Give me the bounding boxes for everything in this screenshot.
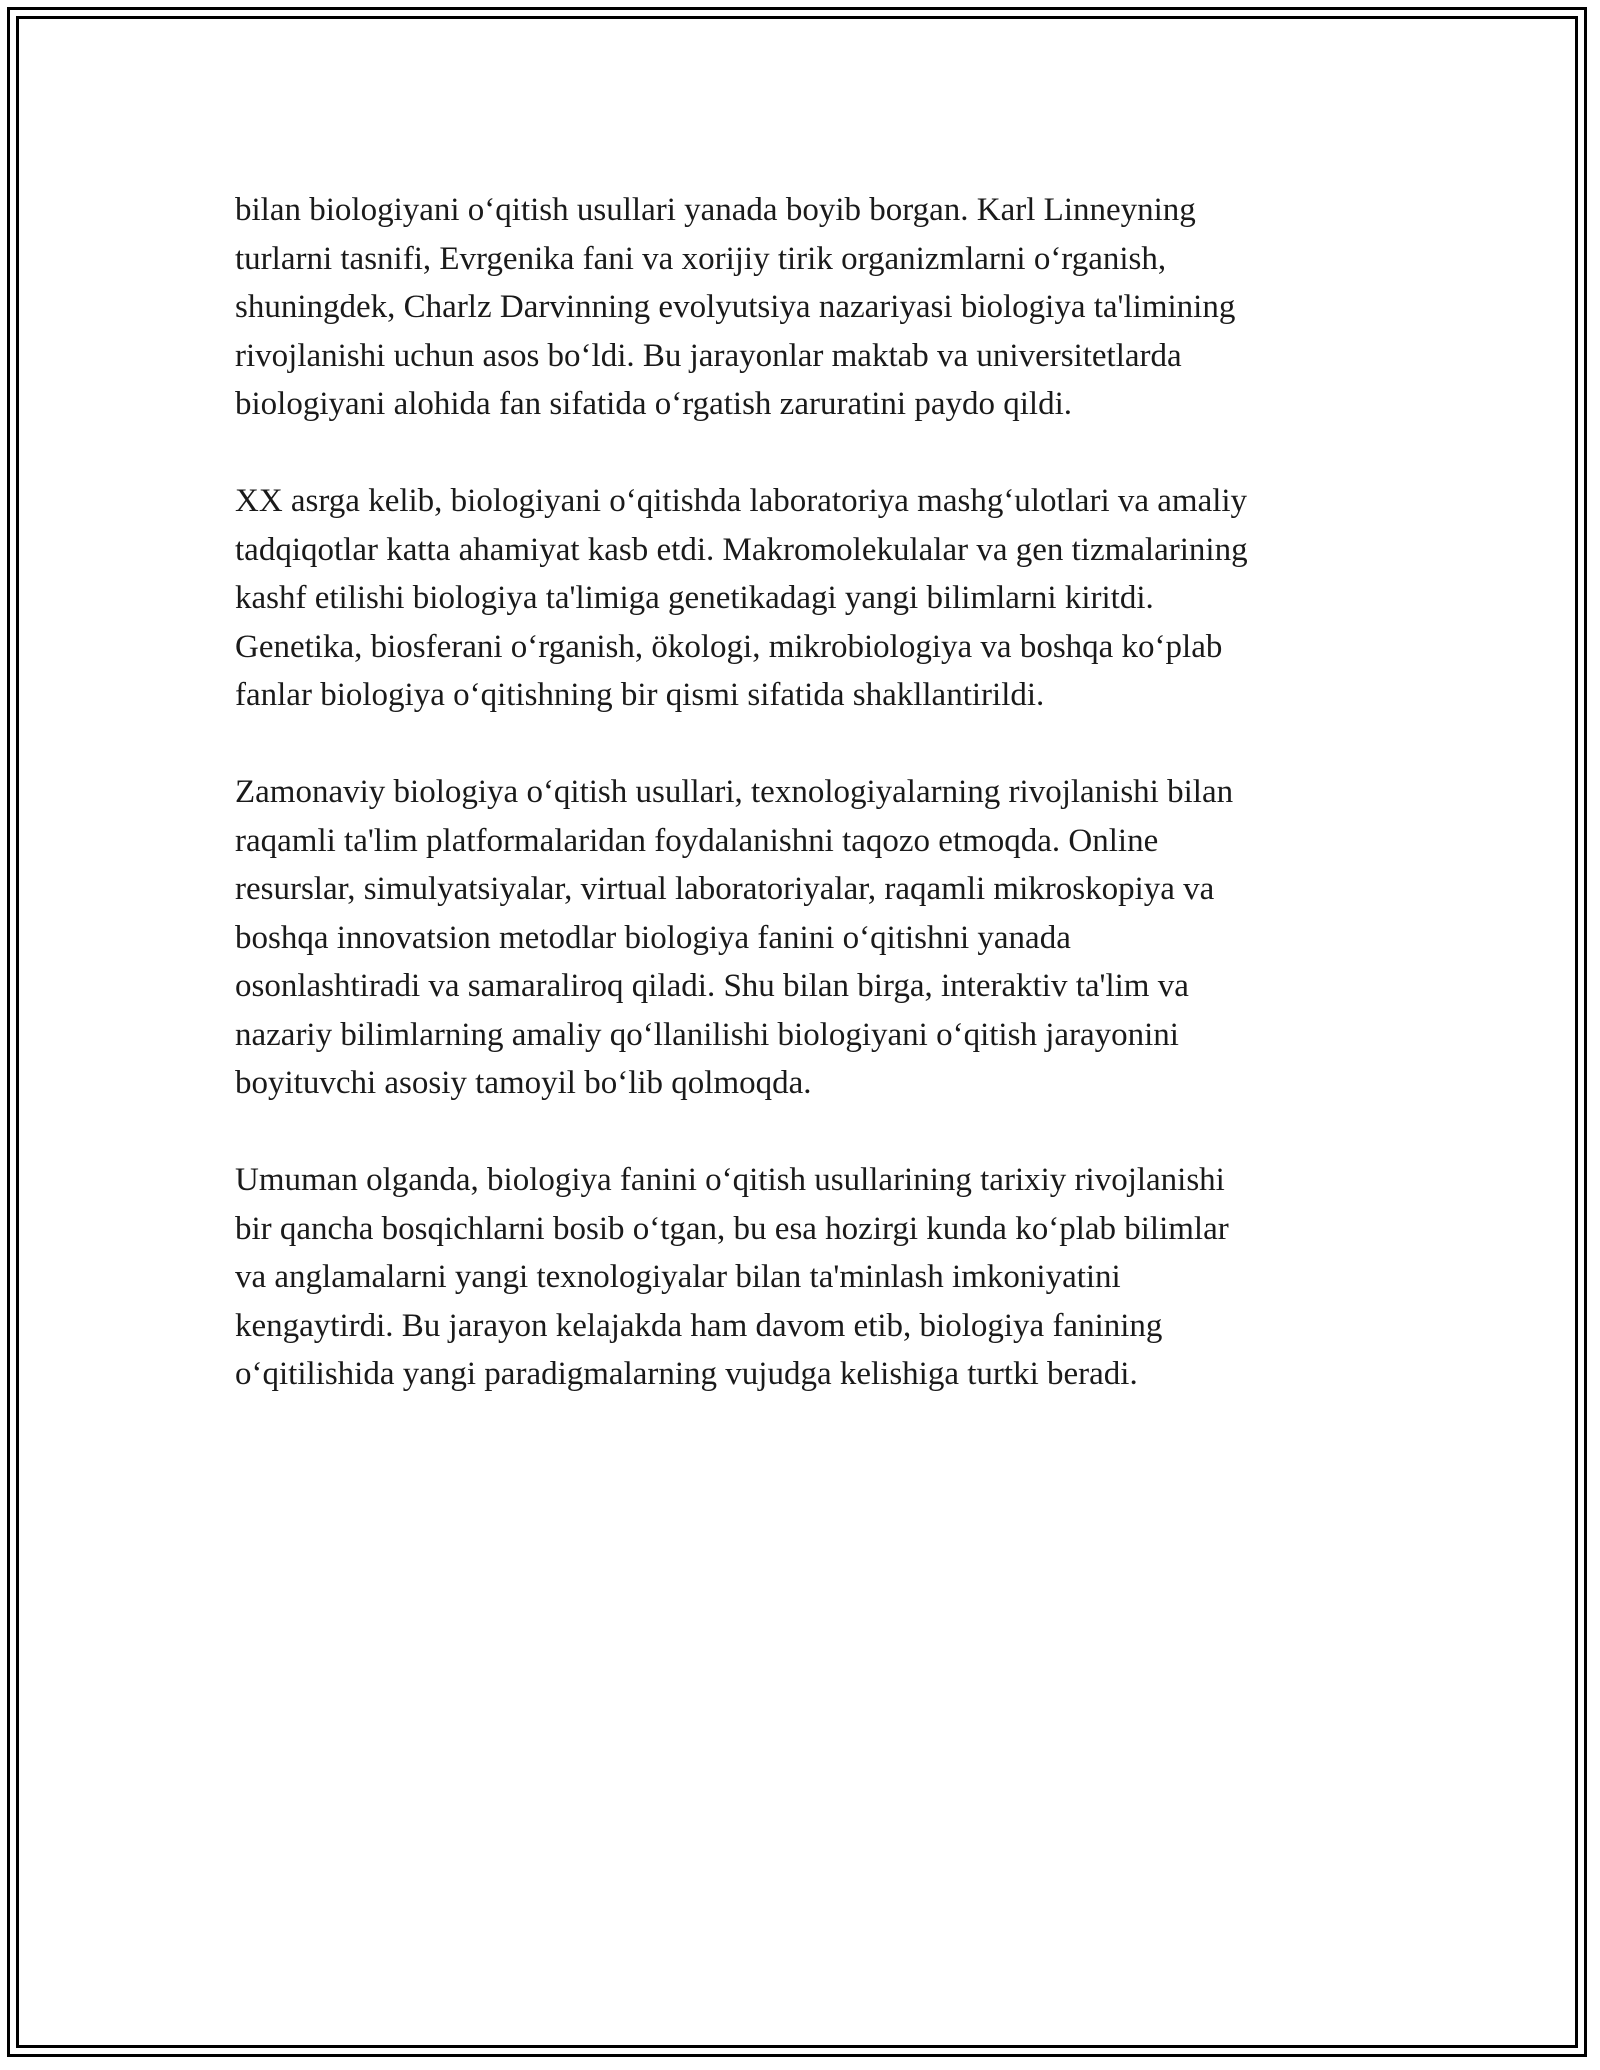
text-line: boshqa innovatsion metodlar biologiya fanini o‘qitishni yanada [235, 919, 1071, 956]
text-line: osonlashtiradi va samaraliroq qiladi. Shu bilan birga, interaktiv ta'lim va [235, 968, 1189, 1004]
text-line: raqamli ta'lim platformalaridan foydalanishni taqozo etmoqda. Online [235, 822, 1159, 859]
text-line: kashf etilishi biologiya ta'limiga genetikadagi yangi bilimlarni kiritdi. [235, 580, 1154, 616]
text-line: biologiyani alohida fan sifatida o‘rgatish zaruratini paydo qildi. [235, 386, 1073, 422]
paragraph-4 [235, 1156, 1375, 1399]
text-line: Umuman olganda, biologiya fanini o‘qitish usullarining tarixiy rivojlanishi [235, 1162, 1225, 1198]
text-line: rivojlanishi uchun asos bo‘ldi. Bu jarayonlar maktab va universitetlarda [235, 337, 1182, 374]
text-line: kengaytirdi. Bu jarayon kelajakda ham davom etib, biologiya fanining [235, 1307, 1163, 1344]
text-line: nazariy bilimlarning amaliy qo‘llanilishi biologiyani o‘qitish jarayonini [235, 1016, 1179, 1053]
text-line: resurslar, simulyatsiyalar, virtual laboratoriyalar, raqamli mikroskopiya va [235, 871, 1215, 907]
paragraph-3 [235, 768, 1375, 1108]
text-line: boyituvchi asosiy tamoyil bo‘lib qolmoqda. [235, 1065, 812, 1101]
text-line: Zamonaviy biologiya o‘qitish usullari, texnologiyalarning rivojlanishi bilan [235, 774, 1234, 810]
paragraph-1 [235, 186, 1375, 429]
text-line: bir qancha bosqichlarni bosib o‘tgan, bu esa hozirgi kunda ko‘plab bilimlar [235, 1210, 1229, 1247]
text-line: shuningdek, Charlz Darvinning evolyutsiya nazariyasi biologiya ta'limining [235, 289, 1236, 325]
text-line: XX asrga kelib, biologiyani o‘qitishda laboratoriya mashg‘ulotlari va amaliy [235, 483, 1248, 519]
text-line: bilan biologiyani o‘qitish usullari yanada boyib borgan. Karl Linneyning [235, 192, 1196, 228]
text-line: o‘qitilishida yangi paradigmalarning vujudga kelishiga turtki beradi. [235, 1356, 1138, 1392]
text-line: fanlar biologiya o‘qitishning bir qismi sifatida shakllantirildi. [235, 677, 1045, 713]
text-line: tadqiqotlar katta ahamiyat kasb etdi. Makromolekulalar va gen tizmalarining [235, 531, 1248, 568]
document-body [235, 186, 1375, 1447]
text-line: va anglamalarni yangi texnologiyalar bilan ta'minlash imkoniyatini [235, 1259, 1121, 1295]
text-line: Genetika, biosferani o‘rganish, ökologi, mikrobiologiya va boshqa ko‘plab [235, 628, 1223, 665]
paragraph-2 [235, 477, 1375, 720]
text-line: turlarni tasnifi, Evrgenika fani va xorijiy tirik organizmlarni o‘rganish, [235, 240, 1167, 277]
